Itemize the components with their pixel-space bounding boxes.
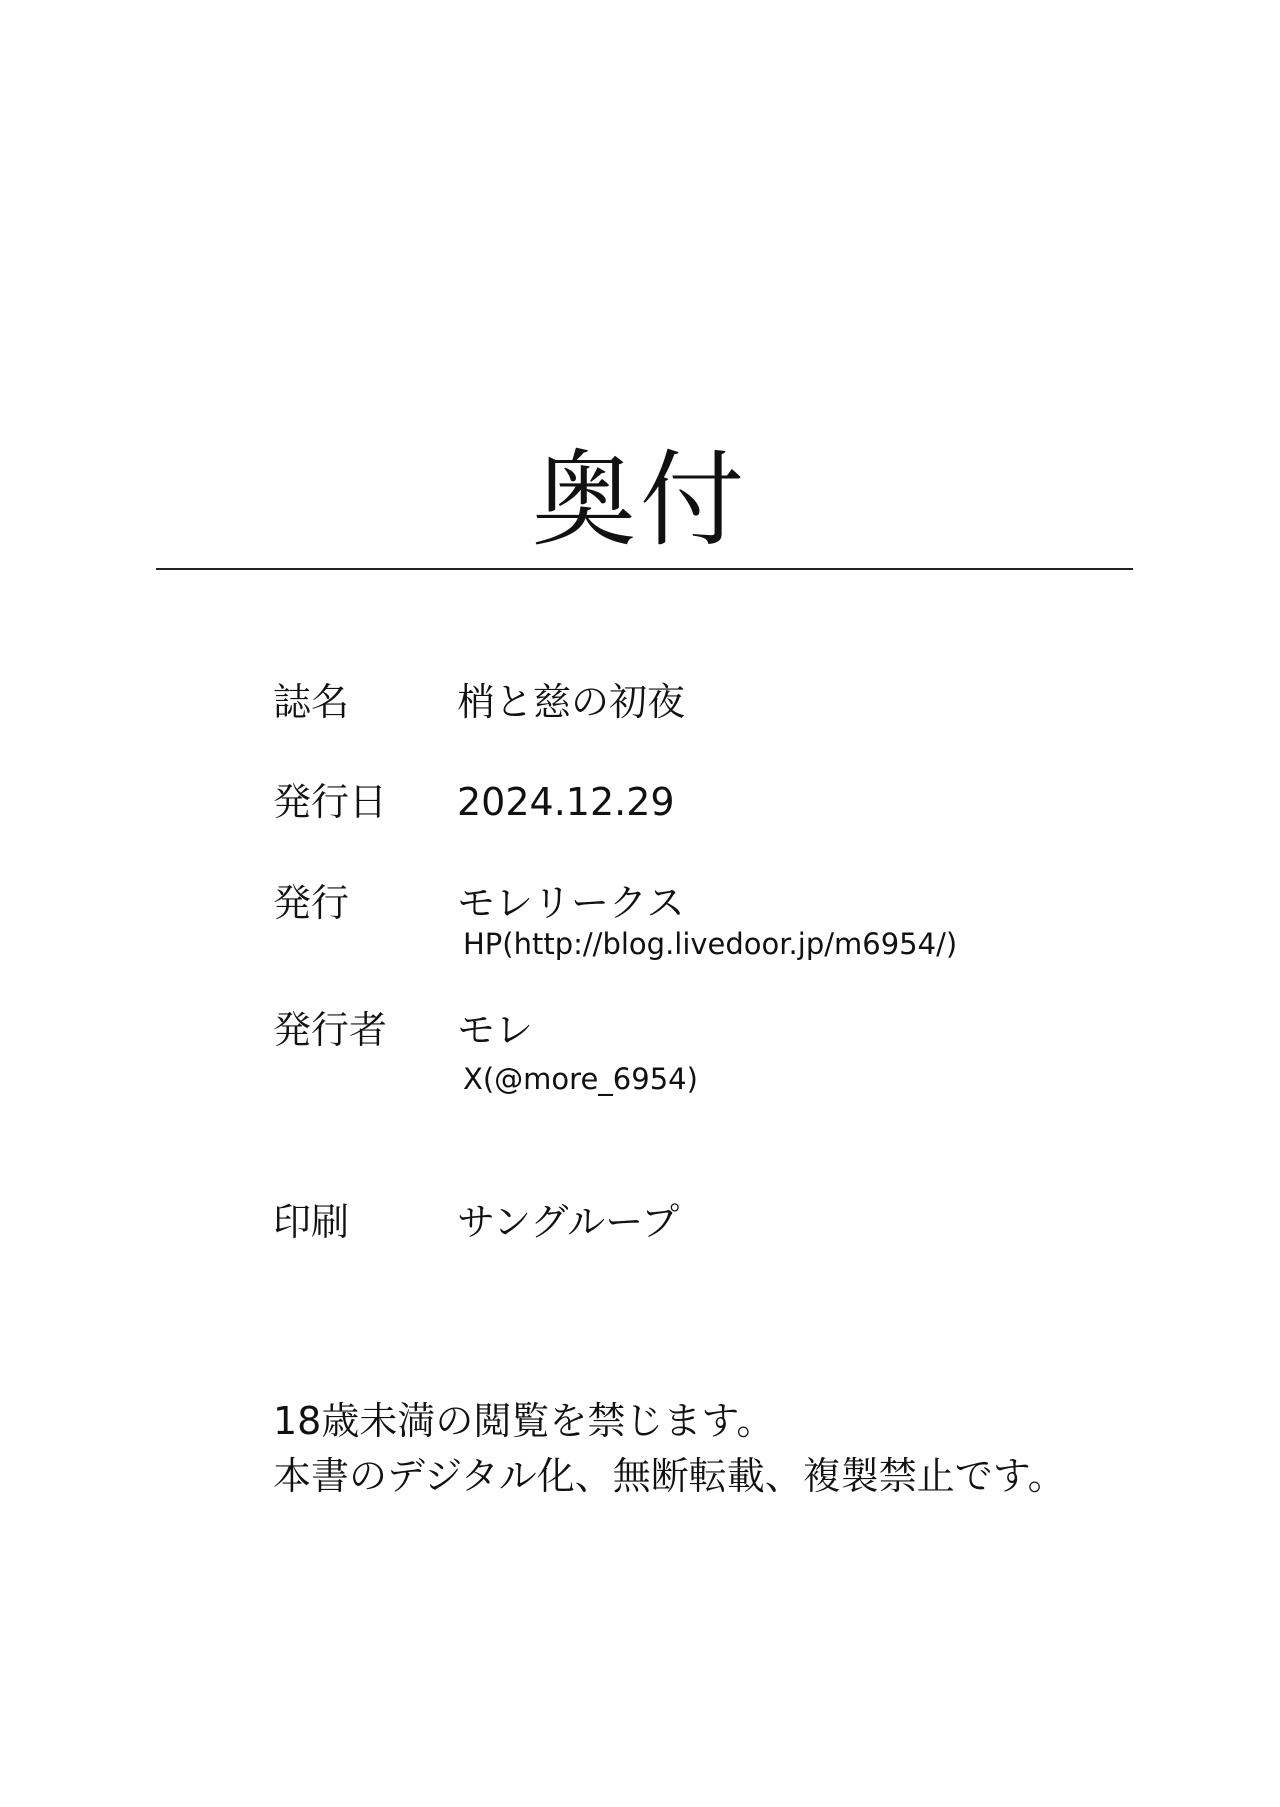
page-title: 奥付 bbox=[531, 439, 748, 561]
title-divider bbox=[156, 568, 1133, 570]
copyright-notice: 本書のデジタル化、無断転載、複製禁止です。 bbox=[273, 1454, 1066, 1498]
issuer-value: モレ bbox=[457, 1008, 534, 1052]
magazine-value: 梢と慈の初夜 bbox=[457, 680, 686, 724]
publisher-value: モレリークス bbox=[457, 881, 685, 925]
issuer-label: 発行者 bbox=[273, 1008, 388, 1052]
date-label: 発行日 bbox=[273, 780, 388, 824]
printer-value: サングループ bbox=[457, 1200, 680, 1244]
printer-label: 印刷 bbox=[273, 1200, 350, 1244]
issuer-x-account: X(@more_6954) bbox=[463, 1062, 698, 1096]
magazine-label: 誌名 bbox=[273, 680, 350, 724]
publisher-homepage: HP(http://blog.livedoor.jp/m6954/) bbox=[463, 927, 958, 961]
date-value: 2024.12.29 bbox=[457, 780, 675, 824]
publisher-label: 発行 bbox=[273, 881, 350, 925]
age-restriction-notice: 18歳未満の閲覧を禁じます。 bbox=[273, 1399, 775, 1443]
